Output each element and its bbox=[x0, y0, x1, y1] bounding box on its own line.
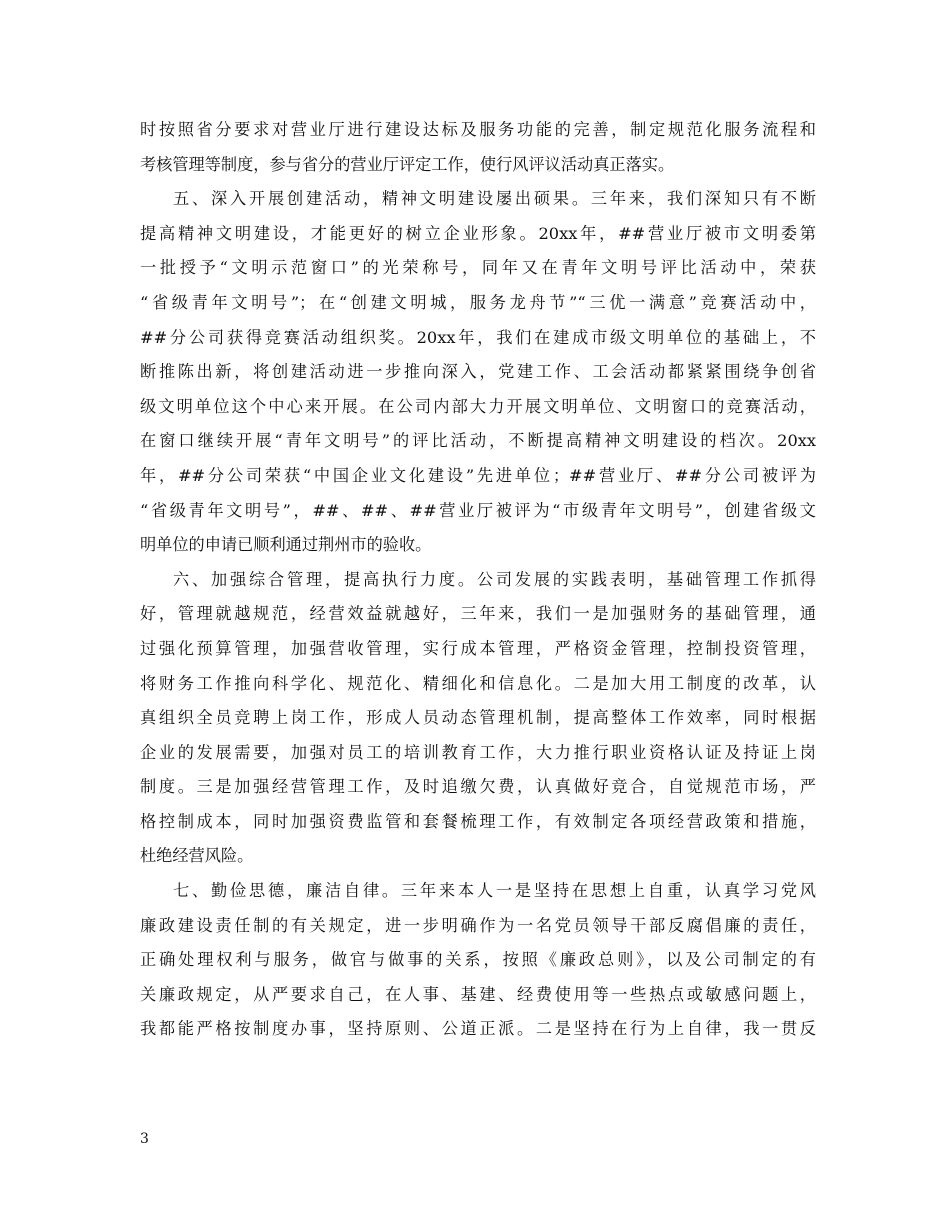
paragraph-first-line: 六、加强综合管理，提高执行力度。公司发展的实践表明，基础管理工作抓得 bbox=[173, 569, 816, 589]
paragraph-line: 年，##分公司荣获“中国企业文化建设”先进单位；##营业厅、##分公司被评为 bbox=[140, 465, 816, 485]
paragraph-line: 杜绝经营风险。 bbox=[140, 846, 254, 866]
paragraph-line: 正确处理权利与服务，做官与做事的关系，按照《廉政总则》，以及公司制定的有 bbox=[140, 950, 816, 970]
paragraph-first-line: 五、深入开展创建活动，精神文明建设屡出硕果。三年来，我们深知只有不断 bbox=[173, 189, 816, 209]
paragraph-line: “省级青年文明号”；在“创建文明城，服务龙舟节”“三优一满意”竞赛活动中， bbox=[140, 292, 816, 312]
paragraph-line: 真组织全员竞聘上岗工作，形成人员动态管理机制，提高整体工作效率，同时根据 bbox=[140, 708, 816, 728]
paragraph-line: 明单位的申请已顺利通过荆州市的验收。 bbox=[140, 535, 432, 555]
paragraph-line: 我都能严格按制度办事，坚持原则、公道正派。二是坚持在行为上自律，我一贯反 bbox=[140, 1019, 816, 1039]
paragraph-line: 提高精神文明建设，才能更好的树立企业形象。20xx年，##营业厅被市文明委第 bbox=[140, 223, 816, 243]
paragraph-line: 级文明单位这个中心来开展。在公司内部大力开展文明单位、文明窗口的竞赛活动， bbox=[140, 396, 816, 416]
paragraph-line: ##分公司获得竞赛活动组织奖。20xx年，我们在建成市级文明单位的基础上，不 bbox=[140, 327, 816, 347]
paragraph-line: 关廉政规定，从严要求自己，在人事、基建、经费使用等一些热点或敏感问题上， bbox=[140, 984, 816, 1004]
paragraph-first-line: 七、勤俭思德，廉洁自律。三年来本人一是坚持在思想上自重，认真学习党风 bbox=[173, 881, 816, 901]
paragraph-line: 过强化预算管理，加强营收管理，实行成本管理，严格资金管理，控制投资管理， bbox=[140, 638, 816, 658]
paragraph-line: “省级青年文明号”，##、##、##营业厅被评为“市级青年文明号”，创建省级文 bbox=[140, 500, 816, 520]
document-body bbox=[140, 113, 816, 1047]
paragraph-line: 一批授予“文明示范窗口”的光荣称号，同年又在青年文明号评比活动中，荣获 bbox=[140, 258, 816, 278]
paragraph-line: 企业的发展需要，加强对员工的培训教育工作，大力推行职业资格认证及持证上岗 bbox=[140, 742, 816, 762]
paragraph-line: 时按照省分要求对营业厅进行建设达标及服务功能的完善，制定规范化服务流程和 bbox=[140, 120, 816, 139]
paragraph-line: 格控制成本，同时加强资费监管和套餐梳理工作，有效制定各项经营政策和措施， bbox=[140, 811, 816, 831]
paragraph-line: 制度。三是加强经营管理工作，及时追缴欠费，认真做好竞合，自觉规范市场，严 bbox=[140, 777, 816, 797]
paragraph-line: 好，管理就越规范，经营效益就越好，三年来，我们一是加强财务的基础管理，通 bbox=[140, 604, 816, 624]
paragraph-line: 断推陈出新，将创建活动进一步推向深入，党建工作、工会活动都紧紧围绕争创省 bbox=[140, 362, 816, 382]
paragraph-line: 廉政建设责任制的有关规定，进一步明确作为一名党员领导干部反腐倡廉的责任， bbox=[140, 915, 816, 935]
paragraph-line: 将财务工作推向科学化、规范化、精细化和信息化。二是加大用工制度的改革，认 bbox=[140, 673, 816, 693]
paragraph-line: 在窗口继续开展“青年文明号”的评比活动，不断提高精神文明建设的档次。20xx bbox=[140, 431, 816, 451]
paragraph-line: 考核管理等制度，参与省分的营业厅评定工作，使行风评议活动真正落实。 bbox=[140, 154, 675, 174]
page-number: 3 bbox=[140, 1131, 149, 1147]
